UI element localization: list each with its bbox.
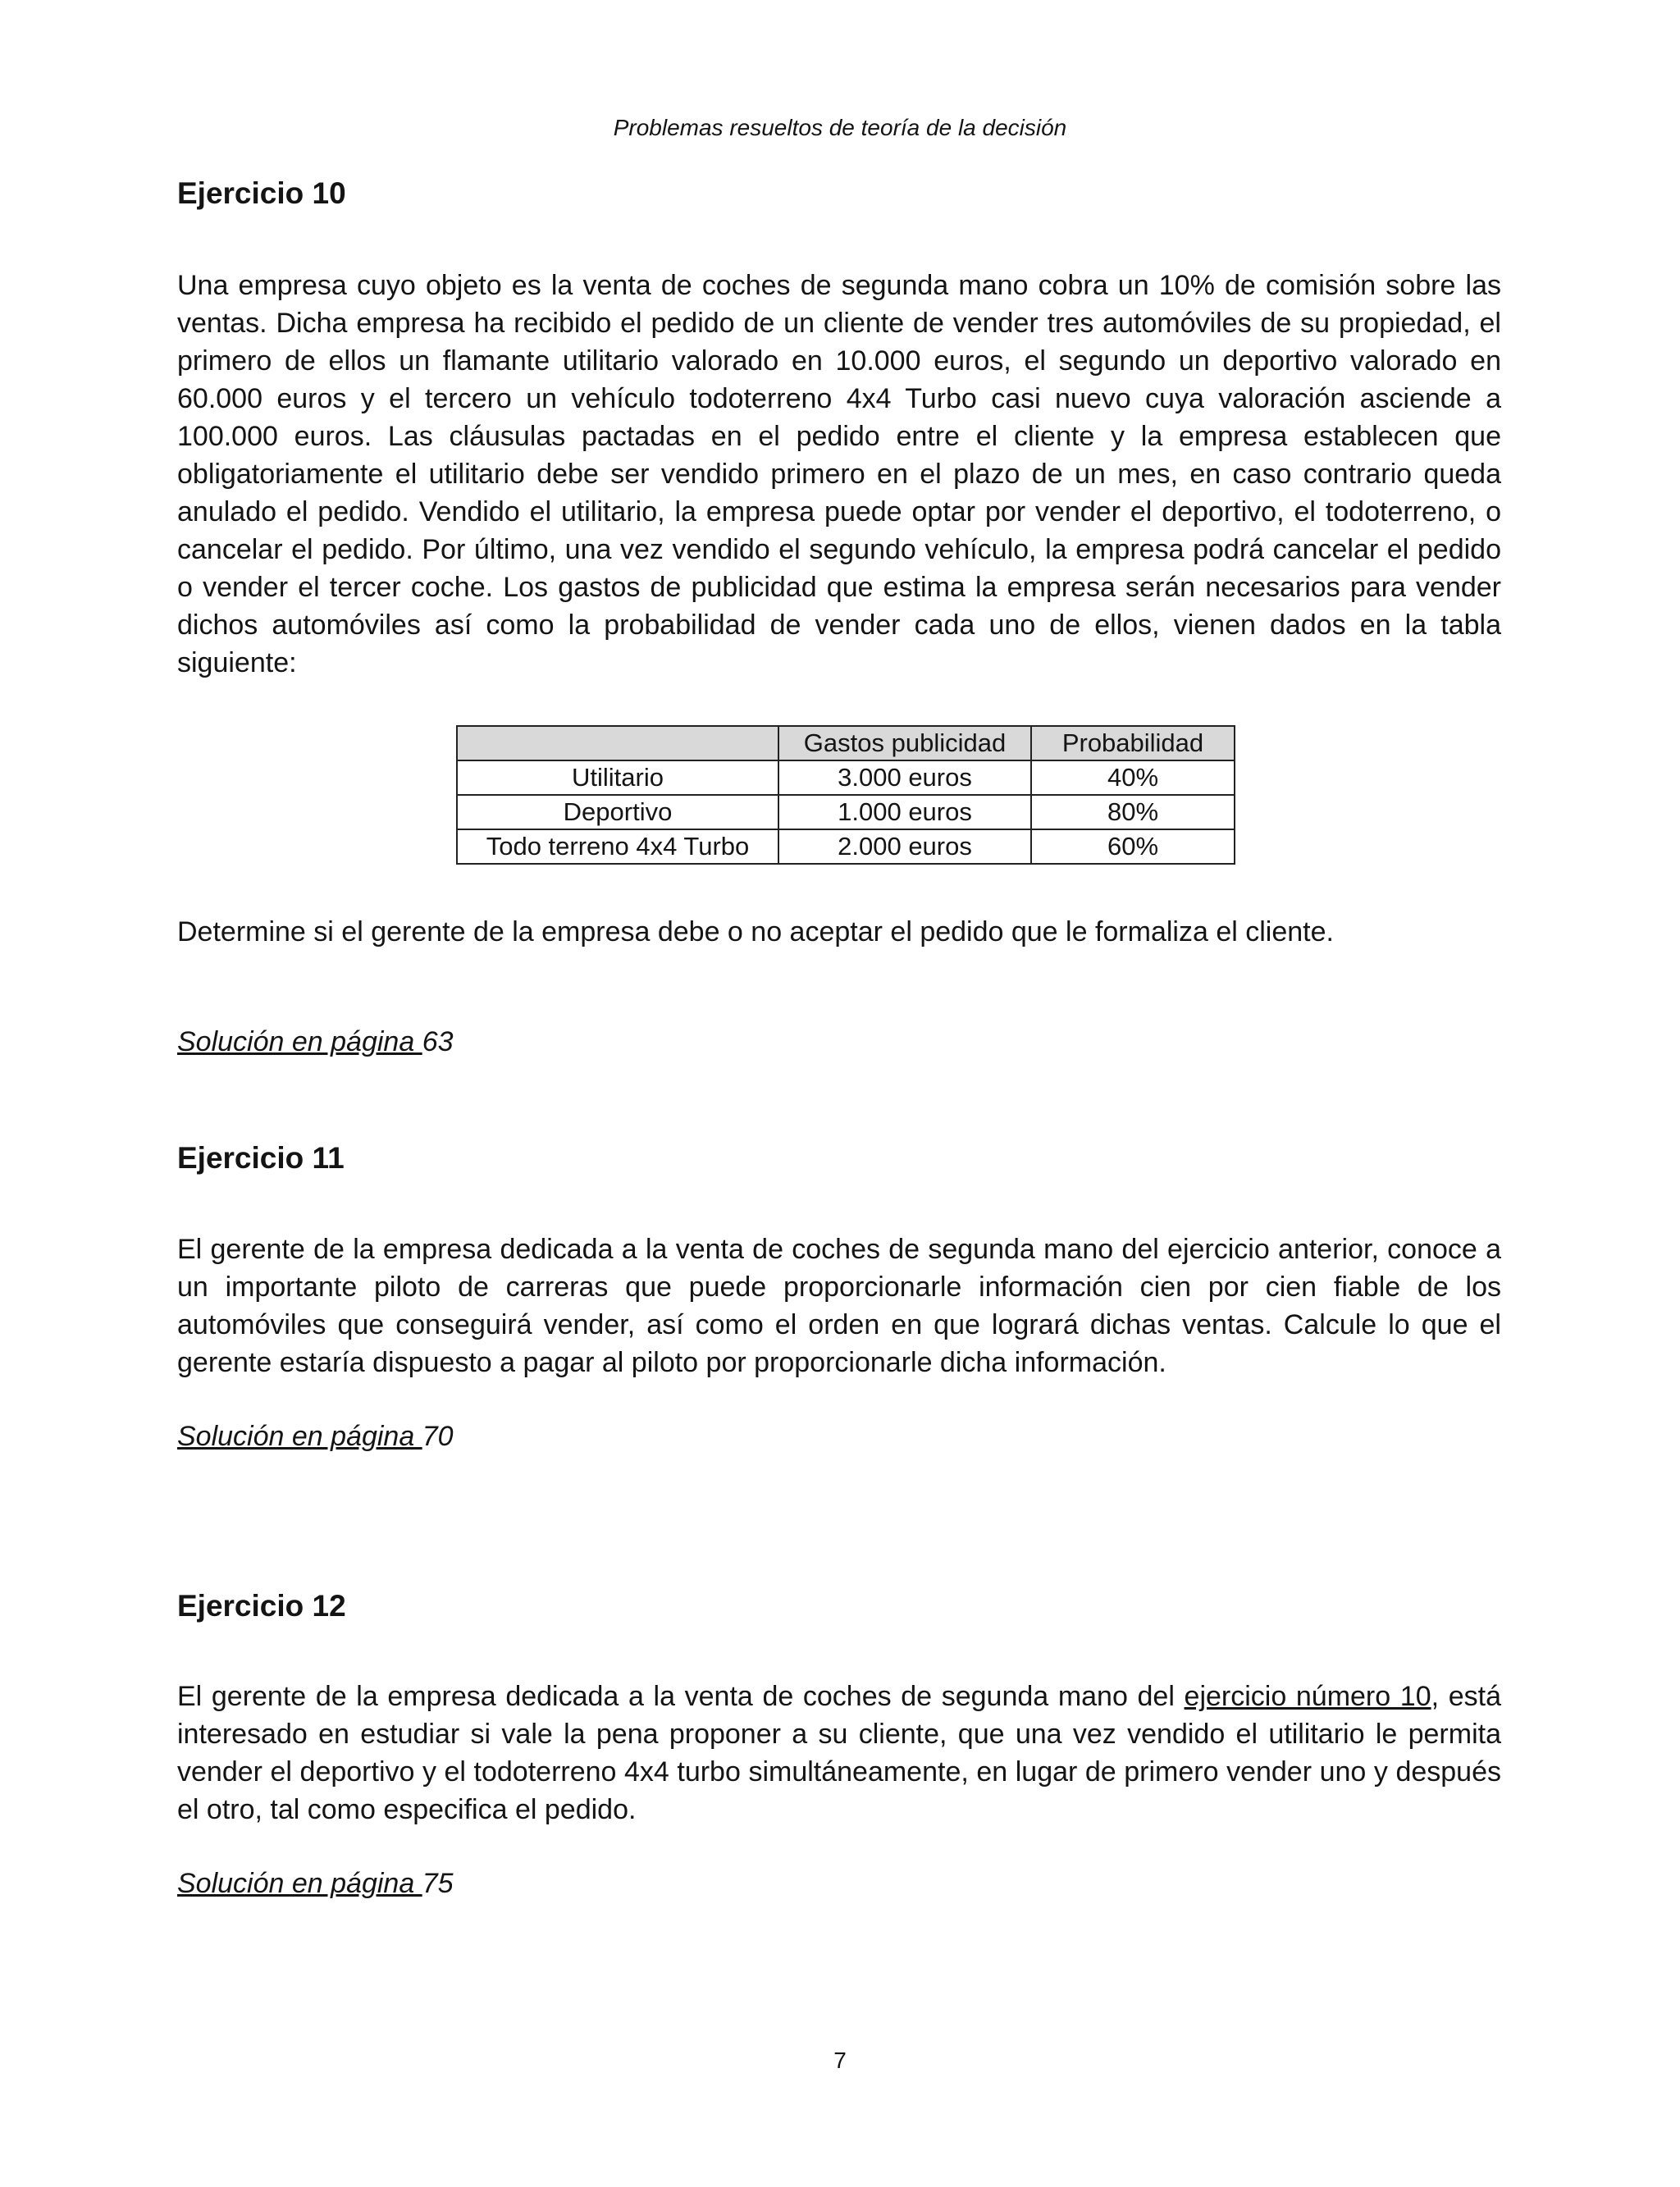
table-header-cell: Probabilidad [1031,726,1235,760]
exercise-11-solution-block [177,1421,1501,1453]
table-cell: 2.000 euros [778,829,1031,864]
solution-page-number: 63 [422,1026,454,1057]
table-cell: Utilitario [457,760,778,795]
exercise-10-solution-ref [177,1026,1501,1058]
exercise-12-title: Ejercicio 12 [177,1589,346,1623]
exercise-10-body-block [177,267,1501,682]
exercise-11-title: Ejercicio 11 [177,1141,345,1175]
exercise-10-title: Ejercicio 10 [177,176,346,210]
solution-link[interactable]: Solución en página [177,1421,422,1452]
page-number: 7 [833,2048,847,2073]
exercise-12-title-block [177,1588,1501,1624]
solution-page-number: 70 [422,1421,454,1452]
table-header-cell: Gastos publicidad [778,726,1031,760]
running-header: Problemas resueltos de teoría de la decisión [613,115,1067,140]
exercise-10-question: Determine si el gerente de la empresa debe o no aceptar el pedido que le formaliza el cliente. [177,916,1334,947]
exercise-10-link[interactable]: ejercicio número 10 [1184,1681,1431,1712]
table-cell: 80% [1031,795,1235,829]
exercise-11-body: El gerente de la empresa dedicada a la venta de coches de segunda mano del ejercicio anterior, conoce a un importante piloto de carreras que puede proporcionarle información cien por cien fiable de los automóviles que conseguirá vender, así como el orden en que logrará dichas ventas. Calcule lo que el gerente estaría dispuesto a pagar al piloto por proporcionarle dicha información. [177,1234,1501,1378]
exercise-12-body [177,1678,1501,1829]
exercise-10-body: Una empresa cuyo objeto es la venta de coches de segunda mano cobra un 10% de comisión sobre las ventas. Dicha empresa ha recibido el pedido de un cliente de vender tres automóviles de su propiedad, el primero de ellos un flamante utilitario valorado en 10.000 euros, el segundo un deportivo valorado en 60.000 euros y el tercero un vehículo todoterreno 4x4 Turbo casi nuevo cuya valoración asciende a 100.000 euros. Las cláusulas pactadas en el pedido entre el cliente y la empresa establecen que obligatoriamente el utilitario debe ser vendido primero en el plazo de un mes, en caso contrario queda anulado el pedido. Vendido el utilitario, la empresa puede optar por vender el deportivo, el todoterreno, o cancelar el pedido. Por último, una vez vendido el segundo vehículo, la empresa podrá cancelar el pedido o vender el tercer coche. Los gastos de publicidad que estima la empresa serán necesarios para vender dichos automóviles así como la probabilidad de vender cada uno de ellos, vienen dados en la tabla siguiente: [177,270,1501,678]
exercise-12-solution-ref [177,1868,1501,1900]
table-header-cell [457,726,778,760]
exercise-12-solution-block [177,1868,1501,1900]
table-cell: 1.000 euros [778,795,1031,829]
exercise-10-solution-block [177,1026,1501,1058]
table-row [457,760,1235,795]
advertising-probability-table [456,725,1235,865]
exercise-10-question-block [177,913,1501,951]
exercise-11-solution-ref [177,1421,1501,1453]
table-row [457,795,1235,829]
table-cell: 60% [1031,829,1235,864]
body-text: , está interesado en estudiar si vale la pena proponer a su cliente, que una vez vendido el utilitario le permita vender el deportivo y el todoterreno 4x4 turbo simultáneamente, en lugar de primero vender uno y después el otro, tal como especifica el pedido. [177,1681,1501,1825]
table-cell: Todo terreno 4x4 Turbo [457,829,778,864]
solution-link[interactable]: Solución en página [177,1026,422,1057]
solution-link[interactable]: Solución en página [177,1868,422,1899]
exercise-12-body-block [177,1678,1501,1829]
table-cell: Deportivo [457,795,778,829]
table-cell: 40% [1031,760,1235,795]
body-text: El gerente de la empresa dedicada a la venta de coches de segunda mano del [177,1681,1185,1712]
table-cell: 3.000 euros [778,760,1031,795]
table-row [457,829,1235,864]
solution-page-number: 75 [422,1868,454,1899]
exercise-10-title-block [177,176,1501,212]
exercise-11-title-block [177,1140,1501,1176]
exercise-11-body-block [177,1230,1501,1381]
table-header-row [457,726,1235,760]
